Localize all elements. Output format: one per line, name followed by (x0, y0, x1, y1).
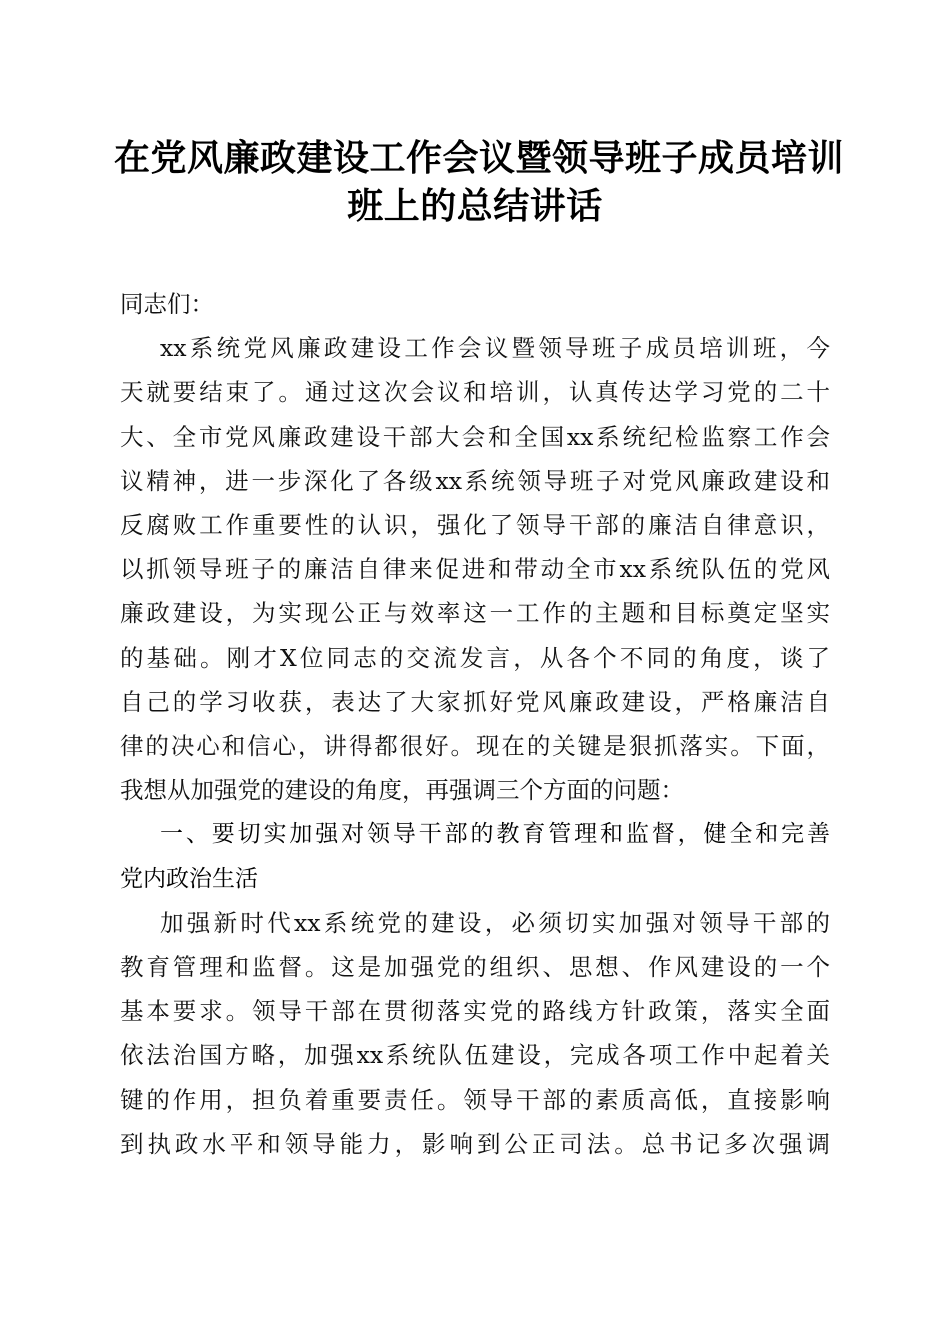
document-title (114, 134, 845, 230)
text-line: 大、全市党风廉政建设干部大会和全国xx系统纪检监察工作会 (120, 422, 830, 451)
text-line: 键的作用，担负着重要责任。领导干部的素质高低，直接影响 (120, 1085, 830, 1114)
text-line: 到执政水平和领导能力，影响到公正司法。总书记多次强调 (120, 1129, 830, 1158)
title-line: 在党风廉政建设工作会议暨领导班子成员培训 (114, 137, 845, 179)
heading-line: 一、要切实加强对领导干部的教育管理和监督，健全和完善 (160, 821, 830, 848)
text-line: 反腐败工作重要性的认识，强化了领导干部的廉洁自律意识， (120, 511, 830, 540)
text-line: 自己的学习收获，表达了大家抓好党风廉政建设，严格廉洁自 (120, 687, 830, 716)
text-line: 律的决心和信心，讲得都很好。现在的关键是狠抓落实。下面， (120, 732, 830, 761)
section-heading-1 (120, 812, 830, 900)
text-line: 依法治国方略，加强xx系统队伍建设，完成各项工作中起着关 (120, 1041, 830, 1070)
text-line: 基本要求。领导干部在贯彻落实党的路线方针政策，落实全面 (120, 997, 830, 1026)
paragraph-intro (120, 326, 830, 812)
text-line: 廉政建设，为实现公正与效率这一工作的主题和目标奠定坚实 (120, 599, 830, 628)
paragraph-section-1 (120, 901, 830, 1166)
title-line: 班上的总结讲话 (347, 185, 603, 227)
text-line: 加强新时代xx系统党的建设，必须切实加强对领导干部的 (160, 908, 830, 937)
text-line: 议精神，进一步深化了各级xx系统领导班子对党风廉政建设和 (120, 466, 830, 495)
document-page (114, 0, 845, 1166)
text-line: 我想从加强党的建设的角度，再强调三个方面的问题： (120, 776, 684, 805)
salutation: 同志们： (120, 290, 214, 318)
text-line: 教育管理和监督。这是加强党的组织、思想、作风建设的一个 (120, 953, 830, 982)
text-line: 天就要结束了。通过这次会议和培训，认真传达学习党的二十 (120, 378, 830, 407)
text-line: xx系统党风廉政建设工作会议暨领导班子成员培训班，今 (160, 334, 830, 363)
heading-line: 党内政治生活 (120, 865, 258, 892)
text-line: 以抓领导班子的廉洁自律来促进和带动全市xx系统队伍的党风 (120, 555, 830, 584)
text-line: 的基础。刚才X位同志的交流发言，从各个不同的角度，谈了 (120, 643, 830, 672)
